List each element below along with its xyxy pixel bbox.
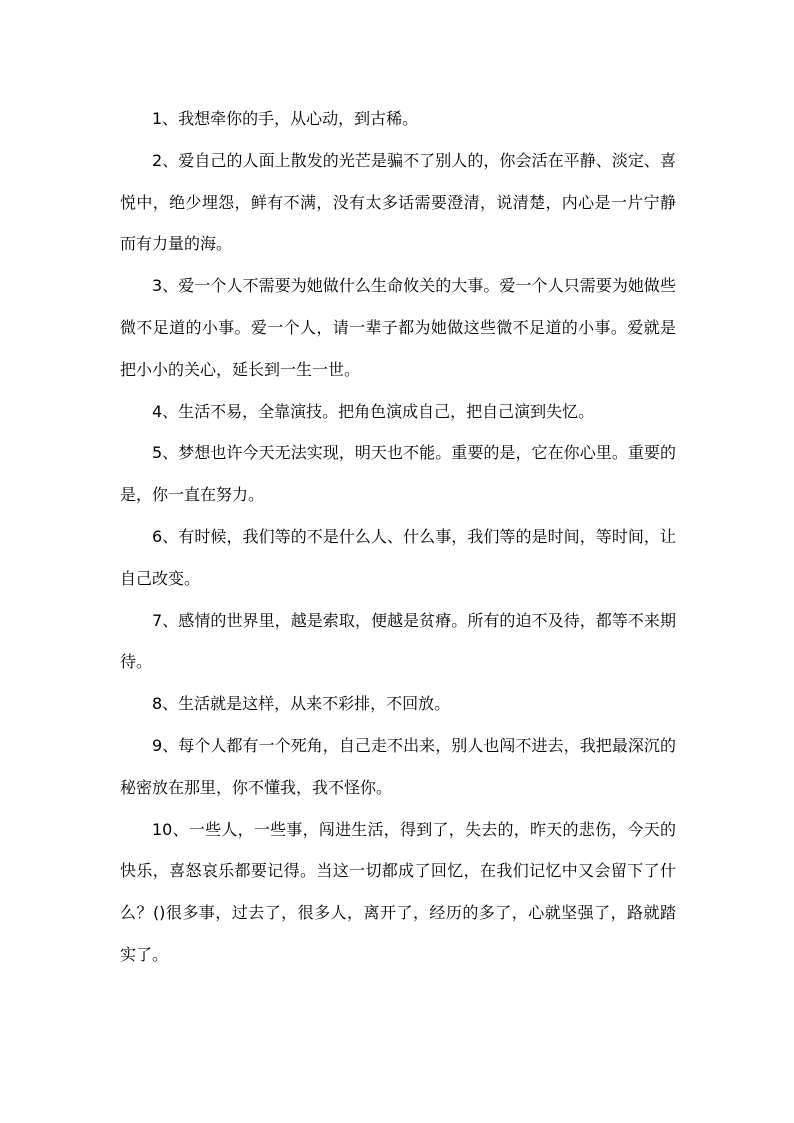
- paragraph-1: 1、我想牵你的手，从心动，到古稀。: [152, 109, 419, 128]
- paragraph-5: 5、梦想也许今天无法实现，明天也不能。重要的是，它在你心里。重要的是，你一直在努力。: [120, 443, 676, 505]
- paragraph-3: 3、爱一个人不需要为她做什么生命攸关的大事。爱一个人只需要为她做些微不足道的小事。爱一个人，请一辈子都为她做这些微不足道的小事。爱就是把小小的关心，延长到一生一世。: [120, 276, 676, 379]
- paragraph-6: 6、有时候，我们等的不是什么人、什么事，我们等的是时间，等时间，让自己改变。: [120, 526, 676, 588]
- paragraph-8: 8、生活就是这样，从来不彩排，不回放。: [152, 694, 451, 714]
- paragraph-9: 9、每个人都有一个死角，自己走不出来，别人也闯不进去，我把最深沉的秘密放在那里，你不懂我，我不怪你。: [120, 735, 676, 797]
- document-body: [120, 98, 676, 976]
- paragraph-10: 10、一些人，一些事，闯进生活，得到了，失去的，昨天的悲伤，今天的快乐，喜怒哀乐都要记得。当这一切都成了回忆，在我们记忆中又会留下了什么？()很多事，过去了，很多人，离开了，经历的多了，心就坚强了，路就踏实了。: [120, 819, 676, 964]
- paragraph-7: 7、感情的世界里，越是索取，便越是贫瘠。所有的迫不及待，都等不来期待。: [120, 610, 676, 672]
- paragraph-4: 4、生活不易，全靠演技。把角色演成自己，把自己演到失忆。: [152, 401, 595, 421]
- paragraph-2: 2、爱自己的人面上散发的光芒是骗不了别人的，你会活在平静、淡定、喜悦中，绝少埋怨，鲜有不满，没有太多话需要澄清，说清楚，内心是一片宁静而有力量的海。: [120, 150, 676, 254]
